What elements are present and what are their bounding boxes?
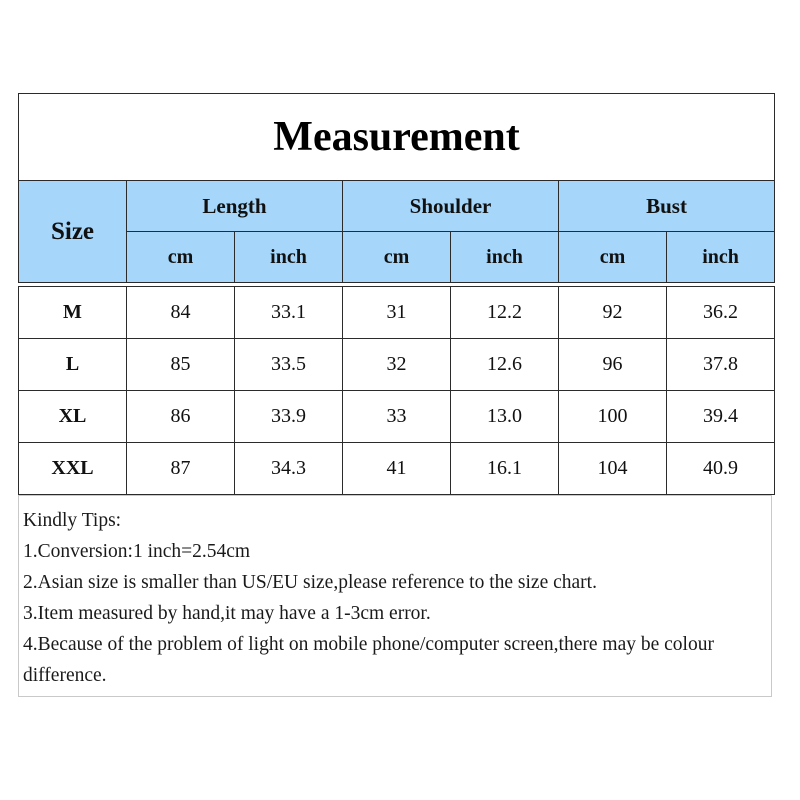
- table-cell: 40.9: [667, 443, 775, 495]
- table-cell: 13.0: [451, 391, 559, 443]
- table-row: [19, 391, 775, 443]
- unit-header: inch: [667, 232, 775, 283]
- table-cell: 39.4: [667, 391, 775, 443]
- table-cell: 34.3: [235, 443, 343, 495]
- table-title: Measurement: [19, 94, 775, 181]
- shoulder-group-header: Shoulder: [343, 181, 559, 232]
- tip-line: 2.Asian size is smaller than US/EU size,please reference to the size chart.: [23, 572, 597, 593]
- size-table: [18, 93, 775, 495]
- size-chart: [18, 93, 774, 495]
- table-cell: 16.1: [451, 443, 559, 495]
- length-group-header: Length: [127, 181, 343, 232]
- bust-group-header: Bust: [559, 181, 775, 232]
- unit-header: inch: [451, 232, 559, 283]
- size-label: M: [19, 287, 127, 339]
- unit-header: cm: [559, 232, 667, 283]
- table-cell: 12.6: [451, 339, 559, 391]
- table-cell: 96: [559, 339, 667, 391]
- table-cell: 32: [343, 339, 451, 391]
- table-cell: 33: [343, 391, 451, 443]
- unit-header: cm: [127, 232, 235, 283]
- table-cell: 37.8: [667, 339, 775, 391]
- table-cell: 33.5: [235, 339, 343, 391]
- tip-line: 1.Conversion:1 inch=2.54cm: [23, 541, 251, 562]
- table-cell: 31: [343, 287, 451, 339]
- table-cell: 84: [127, 287, 235, 339]
- size-column-header: Size: [19, 181, 127, 283]
- table-cell: 87: [127, 443, 235, 495]
- tip-line: 3.Item measured by hand,it may have a 1-3cm error.: [23, 603, 431, 624]
- table-cell: 100: [559, 391, 667, 443]
- table-cell: 12.2: [451, 287, 559, 339]
- size-label: L: [19, 339, 127, 391]
- table-cell: 86: [127, 391, 235, 443]
- table-row: [19, 339, 775, 391]
- size-label: XL: [19, 391, 127, 443]
- table-cell: 41: [343, 443, 451, 495]
- table-cell: 104: [559, 443, 667, 495]
- table-cell: 92: [559, 287, 667, 339]
- table-cell: 33.9: [235, 391, 343, 443]
- unit-header: inch: [235, 232, 343, 283]
- kindly-tips: [18, 495, 772, 697]
- table-cell: 85: [127, 339, 235, 391]
- table-cell: 33.1: [235, 287, 343, 339]
- table-row: [19, 287, 775, 339]
- tip-line: 4.Because of the problem of light on mobile phone/computer screen,there may be colour difference.: [23, 634, 714, 686]
- tips-heading: Kindly Tips:: [23, 510, 122, 531]
- unit-header: cm: [343, 232, 451, 283]
- table-row: [19, 443, 775, 495]
- size-label: XXL: [19, 443, 127, 495]
- table-cell: 36.2: [667, 287, 775, 339]
